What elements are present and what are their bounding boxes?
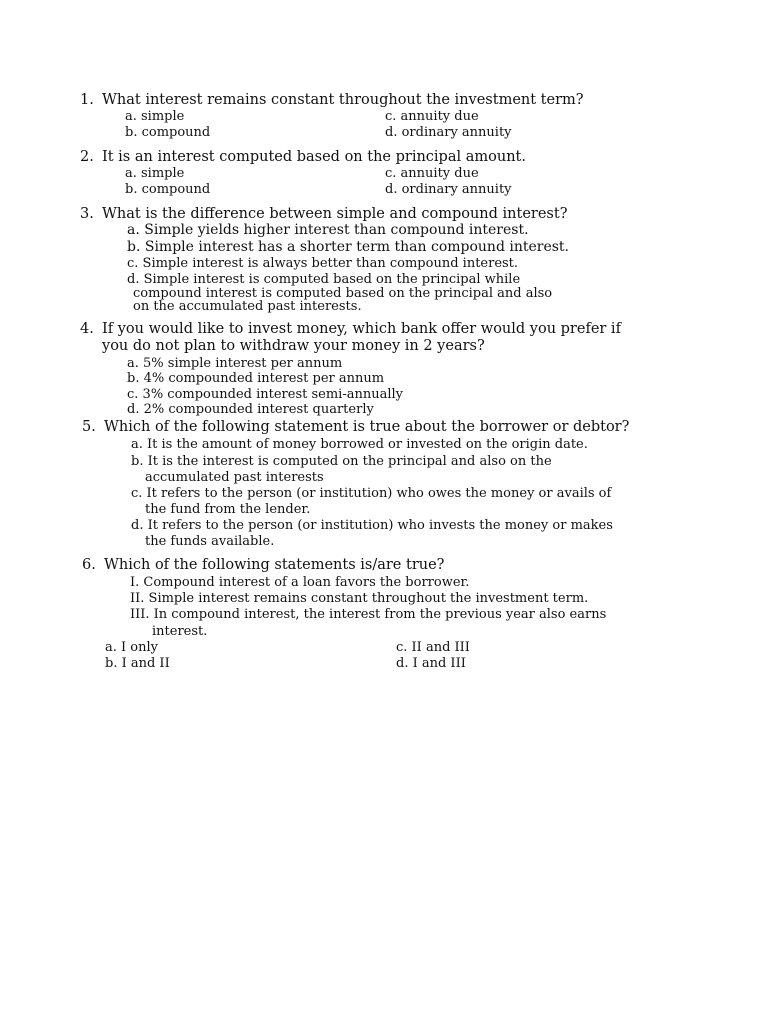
option-a: a. 5% simple interest per annum xyxy=(127,356,343,371)
statement-3: III. In compound interest, the interest from the previous year also earns xyxy=(130,607,607,622)
question-text-continued: you do not plan to withdraw your money in 2 years? xyxy=(102,338,485,354)
option-d-continued: the funds available. xyxy=(145,534,275,549)
statement-2: II. Simple interest remains constant throughout the investment term. xyxy=(130,591,589,606)
option-b: b. compound xyxy=(125,182,211,197)
option-d: d. ordinary annuity xyxy=(385,182,512,197)
option-c: c. II and III xyxy=(396,640,470,655)
question-number: 6. xyxy=(82,557,96,573)
question-number: 2. xyxy=(80,149,94,165)
option-d: d. It refers to the person (or institution) who invests the money or makes xyxy=(131,518,613,533)
question-3 xyxy=(80,207,567,222)
question-1 xyxy=(80,93,584,108)
question-text: Which of the following statements is/are true? xyxy=(104,557,445,573)
question-4 xyxy=(80,322,621,337)
option-b-continued: accumulated past interests xyxy=(145,470,324,485)
option-b: b. compound xyxy=(125,125,211,140)
option-b: b. 4% compounded interest per annum xyxy=(127,371,385,386)
question-number: 5. xyxy=(82,419,96,435)
option-c-continued: the fund from the lender. xyxy=(145,502,311,517)
option-a: a. simple xyxy=(125,109,185,124)
option-b: b. I and II xyxy=(105,656,170,671)
option-a: a. It is the amount of money borrowed or invested on the origin date. xyxy=(131,437,588,452)
option-b: b. Simple interest has a shorter term than compound interest. xyxy=(127,239,570,255)
question-2 xyxy=(80,150,526,165)
option-c: c. 3% compounded interest semi-annually xyxy=(127,387,404,402)
question-number: 4. xyxy=(80,321,94,337)
option-d: d. ordinary annuity xyxy=(385,125,512,140)
option-c: c. annuity due xyxy=(385,166,479,181)
statement-3-continued: interest. xyxy=(152,624,208,639)
question-text: If you would like to invest money, which bank offer would you prefer if xyxy=(102,321,621,337)
question-text: What interest remains constant throughout the investment term? xyxy=(102,92,584,108)
question-5 xyxy=(82,420,629,435)
question-text: What is the difference between simple and compound interest? xyxy=(102,206,568,222)
option-a: a. I only xyxy=(105,640,158,655)
option-c: c. It refers to the person (or institution) who owes the money or avails of xyxy=(131,486,612,501)
question-6 xyxy=(82,558,444,573)
question-text: Which of the following statement is true about the borrower or debtor? xyxy=(104,419,630,435)
option-d: d. I and III xyxy=(396,656,466,671)
option-c: c. annuity due xyxy=(385,109,479,124)
option-d: d. 2% compounded interest quarterly xyxy=(127,402,374,417)
option-b: b. It is the interest is computed on the principal and also on the xyxy=(131,454,552,469)
option-c: c. Simple interest is always better than compound interest. xyxy=(127,256,519,271)
option-a: a. simple xyxy=(125,166,185,181)
question-text: It is an interest computed based on the principal amount. xyxy=(102,149,526,165)
option-d: d. Simple interest is computed based on the principal while xyxy=(127,272,521,287)
option-d-continued: compound interest is computed based on the principal and also xyxy=(133,286,553,301)
option-d-continued: on the accumulated past interests. xyxy=(133,299,362,314)
question-number: 3. xyxy=(80,206,94,222)
option-a: a. Simple yields higher interest than compound interest. xyxy=(127,222,529,238)
question-number: 1. xyxy=(80,92,94,108)
statement-1: I. Compound interest of a loan favors the borrower. xyxy=(130,575,470,590)
